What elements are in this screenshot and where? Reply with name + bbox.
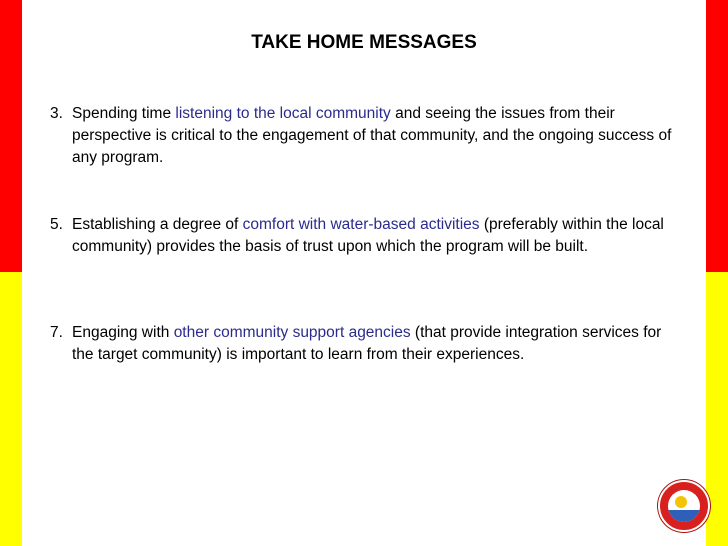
message-item xyxy=(50,103,675,169)
slide-title: TAKE HOME MESSAGES xyxy=(251,32,477,53)
item-text-after: (that provide integration services for the target community) is important to learn from their experiences. xyxy=(72,324,662,363)
item-text xyxy=(72,322,675,366)
item-number: 3. xyxy=(50,105,63,122)
item-highlight: other community support agencies xyxy=(173,324,411,341)
slide xyxy=(22,0,706,546)
item-highlight: comfort with water-based activities xyxy=(242,216,480,233)
item-text xyxy=(72,214,675,258)
swim-club-logo-icon xyxy=(658,480,710,532)
message-item xyxy=(50,322,675,366)
item-text-after: (preferably within the local community) provides the basis of trust upon which the program will be built. xyxy=(72,216,664,255)
item-text xyxy=(72,103,675,169)
item-text-before: Engaging with xyxy=(72,324,174,341)
item-number: 7. xyxy=(50,324,63,341)
sun-icon xyxy=(675,496,687,508)
item-highlight: listening to the local community xyxy=(175,105,391,122)
logo-inner xyxy=(668,490,700,522)
message-item xyxy=(50,214,675,258)
item-text-before: Spending time xyxy=(72,105,176,122)
item-number: 5. xyxy=(50,216,63,233)
item-text-after: and seeing the issues from their perspective is critical to the engagement of that community, and the ongoing success of any program. xyxy=(72,105,672,166)
wave-icon xyxy=(668,510,700,522)
item-text-before: Establishing a degree of xyxy=(72,216,243,233)
